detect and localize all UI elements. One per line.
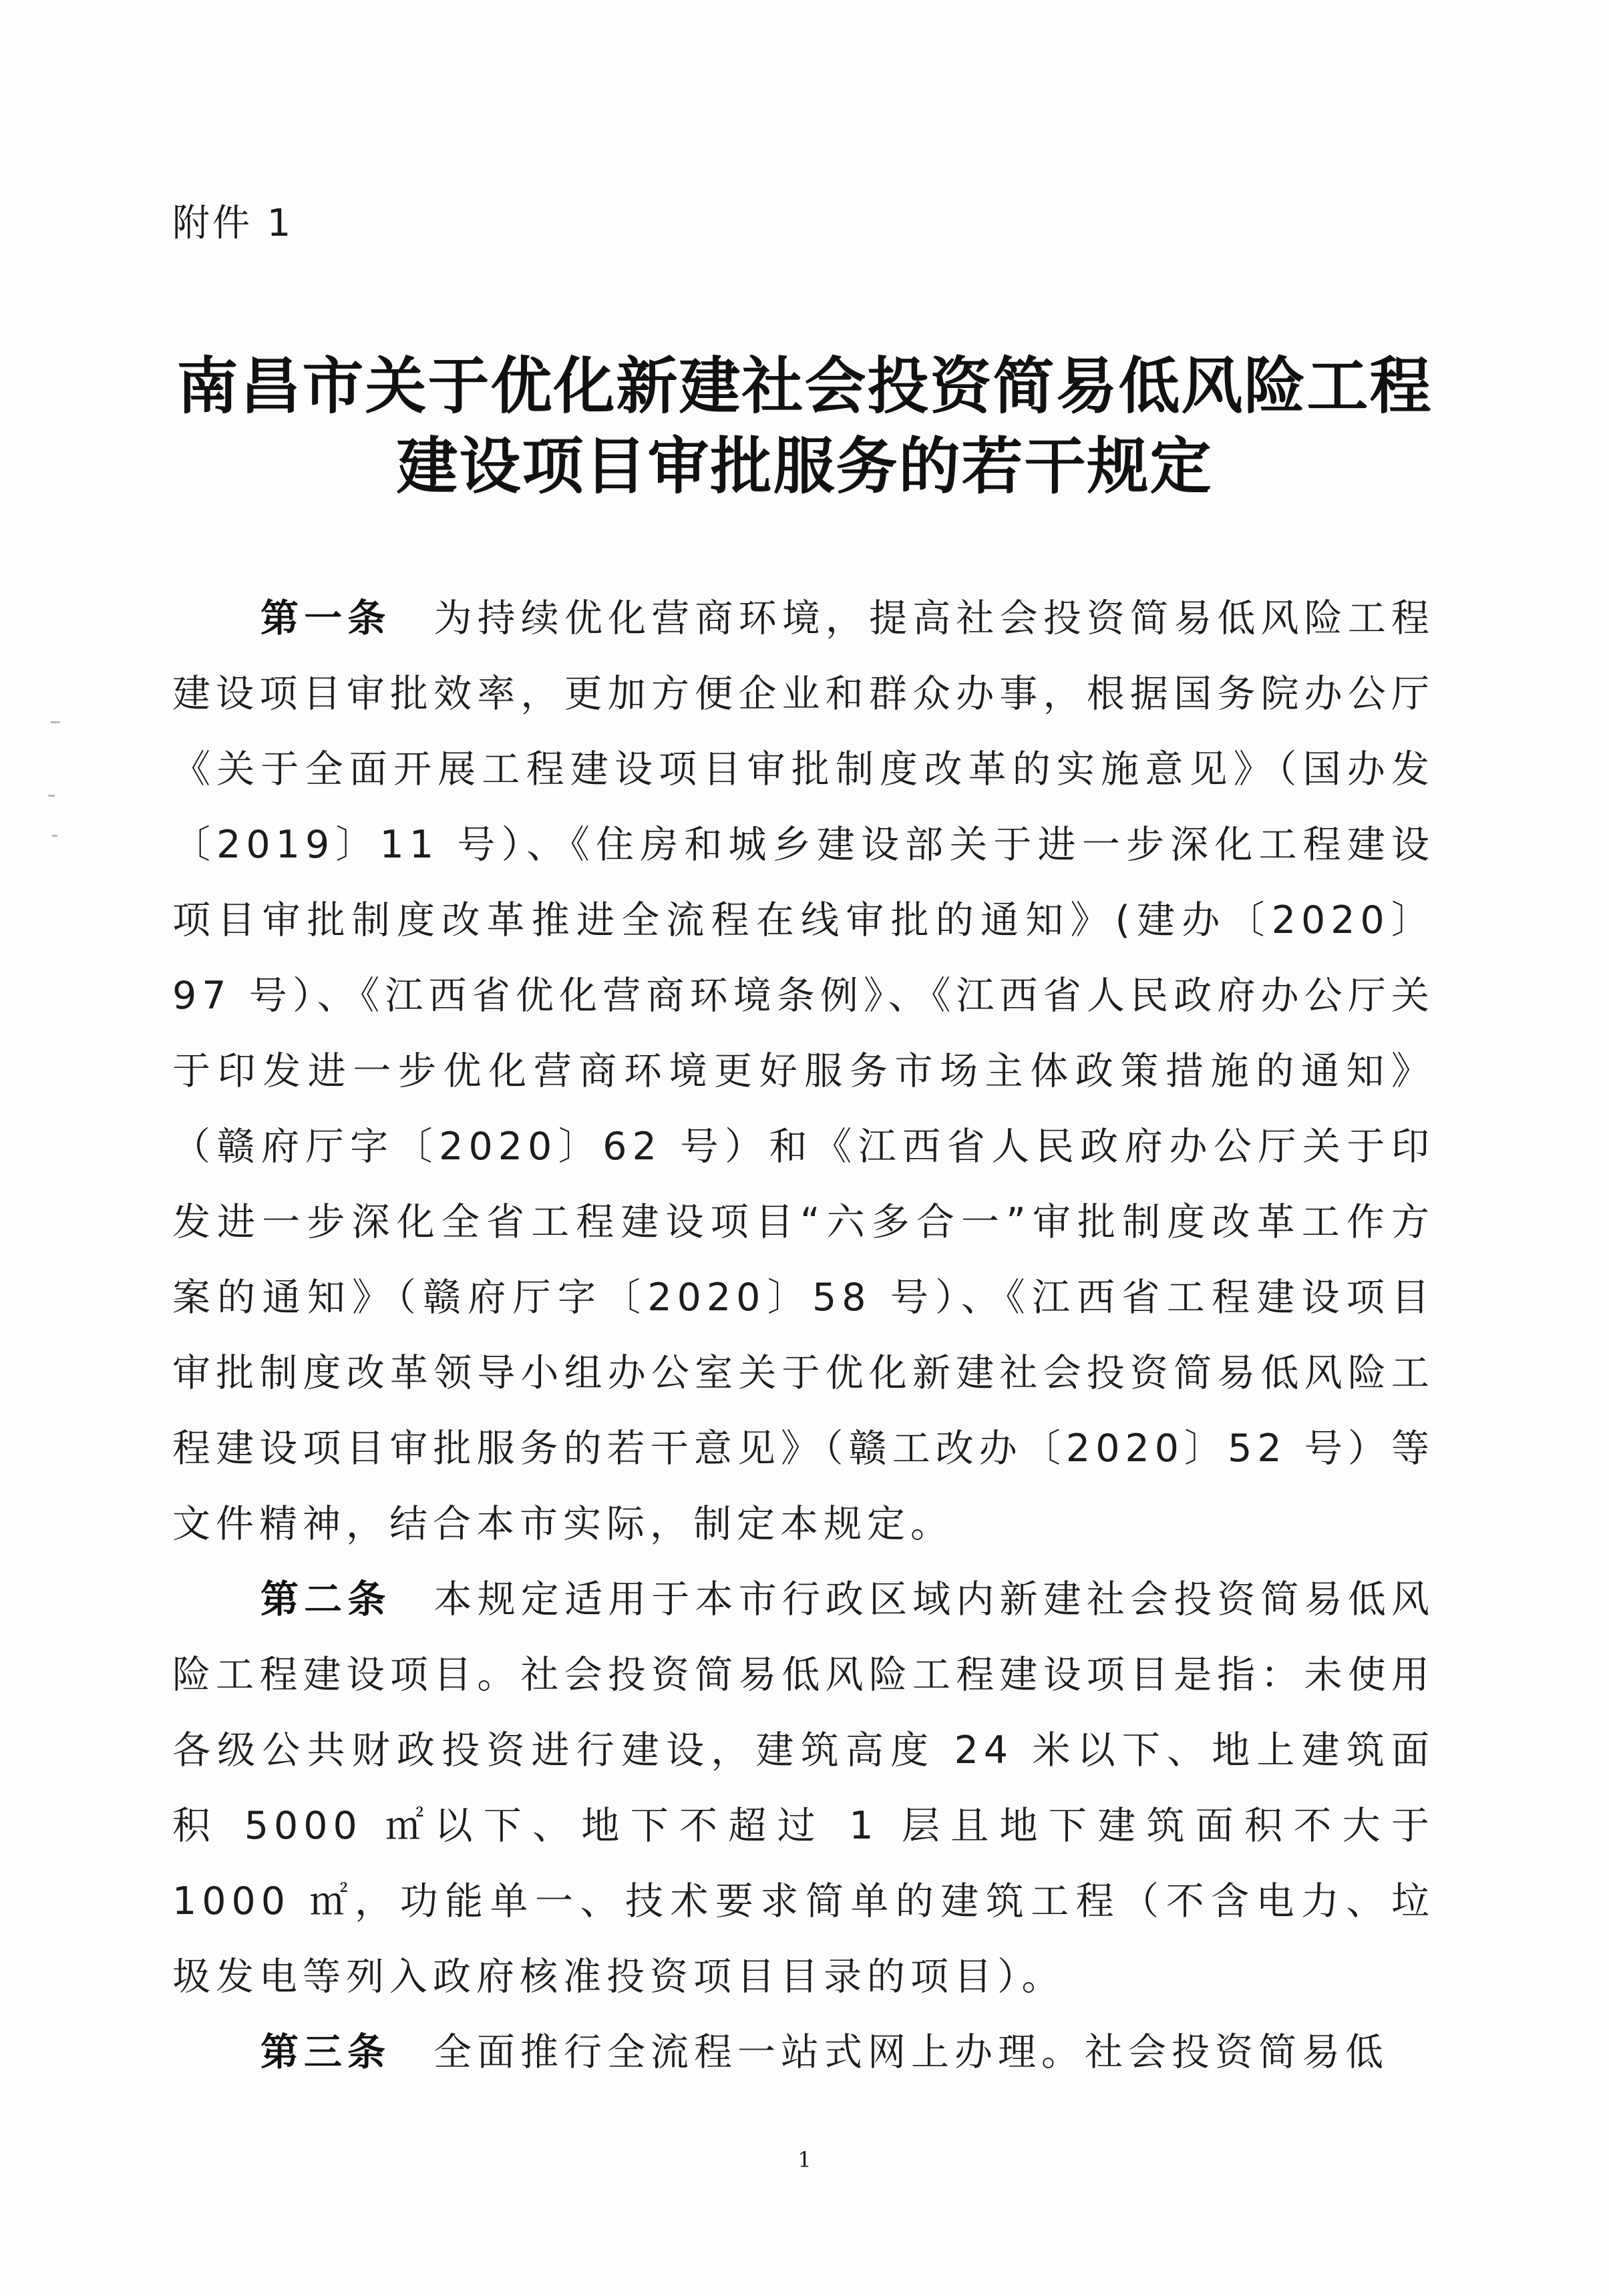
article-label: 第二条	[260, 1577, 391, 1621]
article-text: 为持续优化营商环境，提高社会投资简易低风险工程建设项目审批效率，更加方便企业和群众办事，根据国务院办公厅《关于全面开展工程建设项目审批制度改革的实施意见》（国办发〔2019〕11 号）、《住房和城乡建设部关于进一步深化工程建设项目审批制度改革推进全流程在线审批的通知》(建办〔2020〕97 号）、《江西省优化营商环境条例》、《江西省人民政府办公厅关于印发进一步优化营商环境更好服务市场主体政策措施的通知》（赣府厅字〔2020〕62 号）和《江西省人民政府办公厅关于印发进一步深化全省工程建设项目“六多合一”审批制度改革工作方案的通知》（赣府厅字〔2020〕58 号）、《江西省工程建设项目审批制度改革领导小组办公室关于优化新建社会投资简易低风险工程建设项目审批服务的若干意见》（赣工改办〔2020〕52 号）等文件精神，结合本市实际，制定本规定。	[172, 596, 1435, 1546]
article-label: 第三条	[260, 2030, 391, 2074]
document-title-line-2: 建设项目审批服务的若干规定	[396, 431, 1213, 502]
article-label: 第一条	[260, 596, 391, 640]
attachment-label: 附件 1	[172, 202, 294, 245]
page-number: 1	[797, 2147, 812, 2172]
article-text: 本规定适用于本市行政区域内新建社会投资简易低风险工程建设项目。社会投资简易低风险工程建设项目是指：未使用各级公共财政投资进行建设，建筑高度 24 米以下、地上建筑面积 5000 ㎡以下、地下不超过 1 层且地下建筑面积不大于 1000 ㎡，功能单一、技术要求简单的建筑工程（不含电力、垃圾发电等列入政府核准投资项目目录的项目）。	[172, 1577, 1435, 1999]
article-paragraph	[172, 2015, 1435, 2090]
article-paragraph	[172, 581, 1435, 1562]
article-text: 全面推行全流程一站式网上办理。社会投资简易低	[433, 2030, 1389, 2074]
scan-marks	[47, 721, 67, 855]
document-body	[172, 581, 1435, 2090]
article-paragraph	[172, 1562, 1435, 2015]
document-title-line-1: 南昌市关于优化新建社会投资简易低风险工程	[176, 351, 1433, 422]
